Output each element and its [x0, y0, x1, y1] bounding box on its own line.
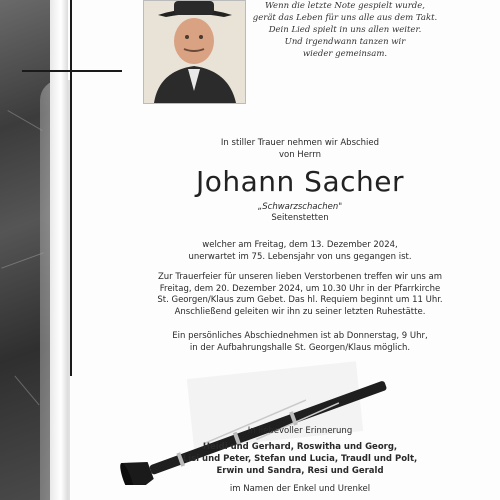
poem-line: wieder gemeinsam.	[302, 49, 388, 59]
poem	[240, 0, 450, 60]
poem-line: Wenn die letzte Note gespielt wurde,	[265, 1, 425, 11]
closing-section	[120, 425, 480, 495]
text-line: unerwartet im 75. Lebensjahr von uns gegangen ist.	[188, 251, 412, 262]
funeral-info	[120, 272, 480, 318]
marble-vein	[1, 252, 44, 268]
viewing-info	[120, 331, 480, 354]
portrait-illustration	[144, 1, 245, 103]
cross-horizontal	[22, 70, 122, 72]
text-line: Ein persönliches Abschiednehmen ist ab Donnerstag, 9 Uhr,	[172, 331, 428, 341]
mourners-line: Lisi und Peter, Stefan und Lucia, Traudl und Polt,	[182, 454, 418, 464]
intro-line: von Herrn	[278, 150, 322, 160]
poem-line: Und irgendwann tanzen wir	[284, 37, 406, 47]
portrait-photo	[143, 0, 246, 104]
text-line: in der Aufbahrungshalle St. Georgen/Klaus möglich.	[189, 342, 411, 353]
mourners-line: Erwin und Sandra, Resi und Gerald	[216, 466, 384, 476]
intro-text	[120, 137, 480, 161]
cross-vertical	[70, 0, 72, 376]
closing-heading: In liebevoller Erinnerung	[247, 426, 353, 436]
text-line: Anschließend geleiten wir ihn zu seiner letzten Ruhestätte.	[174, 306, 426, 317]
mourners-list	[120, 441, 480, 477]
poem-line: gerät das Leben für uns alle aus dem Takt.	[252, 13, 438, 23]
text-line: St. Georgen/Klaus zum Gebet. Das hl. Requiem beginnt um 11 Uhr.	[157, 295, 443, 305]
mourners-line: Heidi und Gerhard, Roswitha und Georg,	[202, 442, 398, 452]
deceased-name: Johann Sacher	[196, 165, 404, 198]
marble-vein	[7, 110, 42, 131]
text-line: Zur Trauerfeier für unseren lieben Verstorbenen treffen wir uns am	[157, 272, 443, 282]
closing-footer: im Namen der Enkel und Urenkel	[229, 484, 371, 494]
poem-line: Dein Lied spielt in uns allen weiter.	[268, 25, 422, 35]
marble-vein	[14, 376, 39, 406]
decorative-band-light	[50, 0, 68, 500]
place: Seitenstetten	[271, 213, 329, 223]
death-notice	[120, 240, 480, 263]
intro-line: In stiller Trauer nehmen wir Abschied	[220, 138, 380, 148]
nickname: „Schwarzschachen"	[257, 202, 343, 212]
text-line: welcher am Freitag, dem 13. Dezember 2024,	[202, 240, 398, 250]
text-line: Freitag, dem 20. Dezember 2024, um 10.30 Uhr in der Pfarrkirche	[159, 283, 441, 294]
